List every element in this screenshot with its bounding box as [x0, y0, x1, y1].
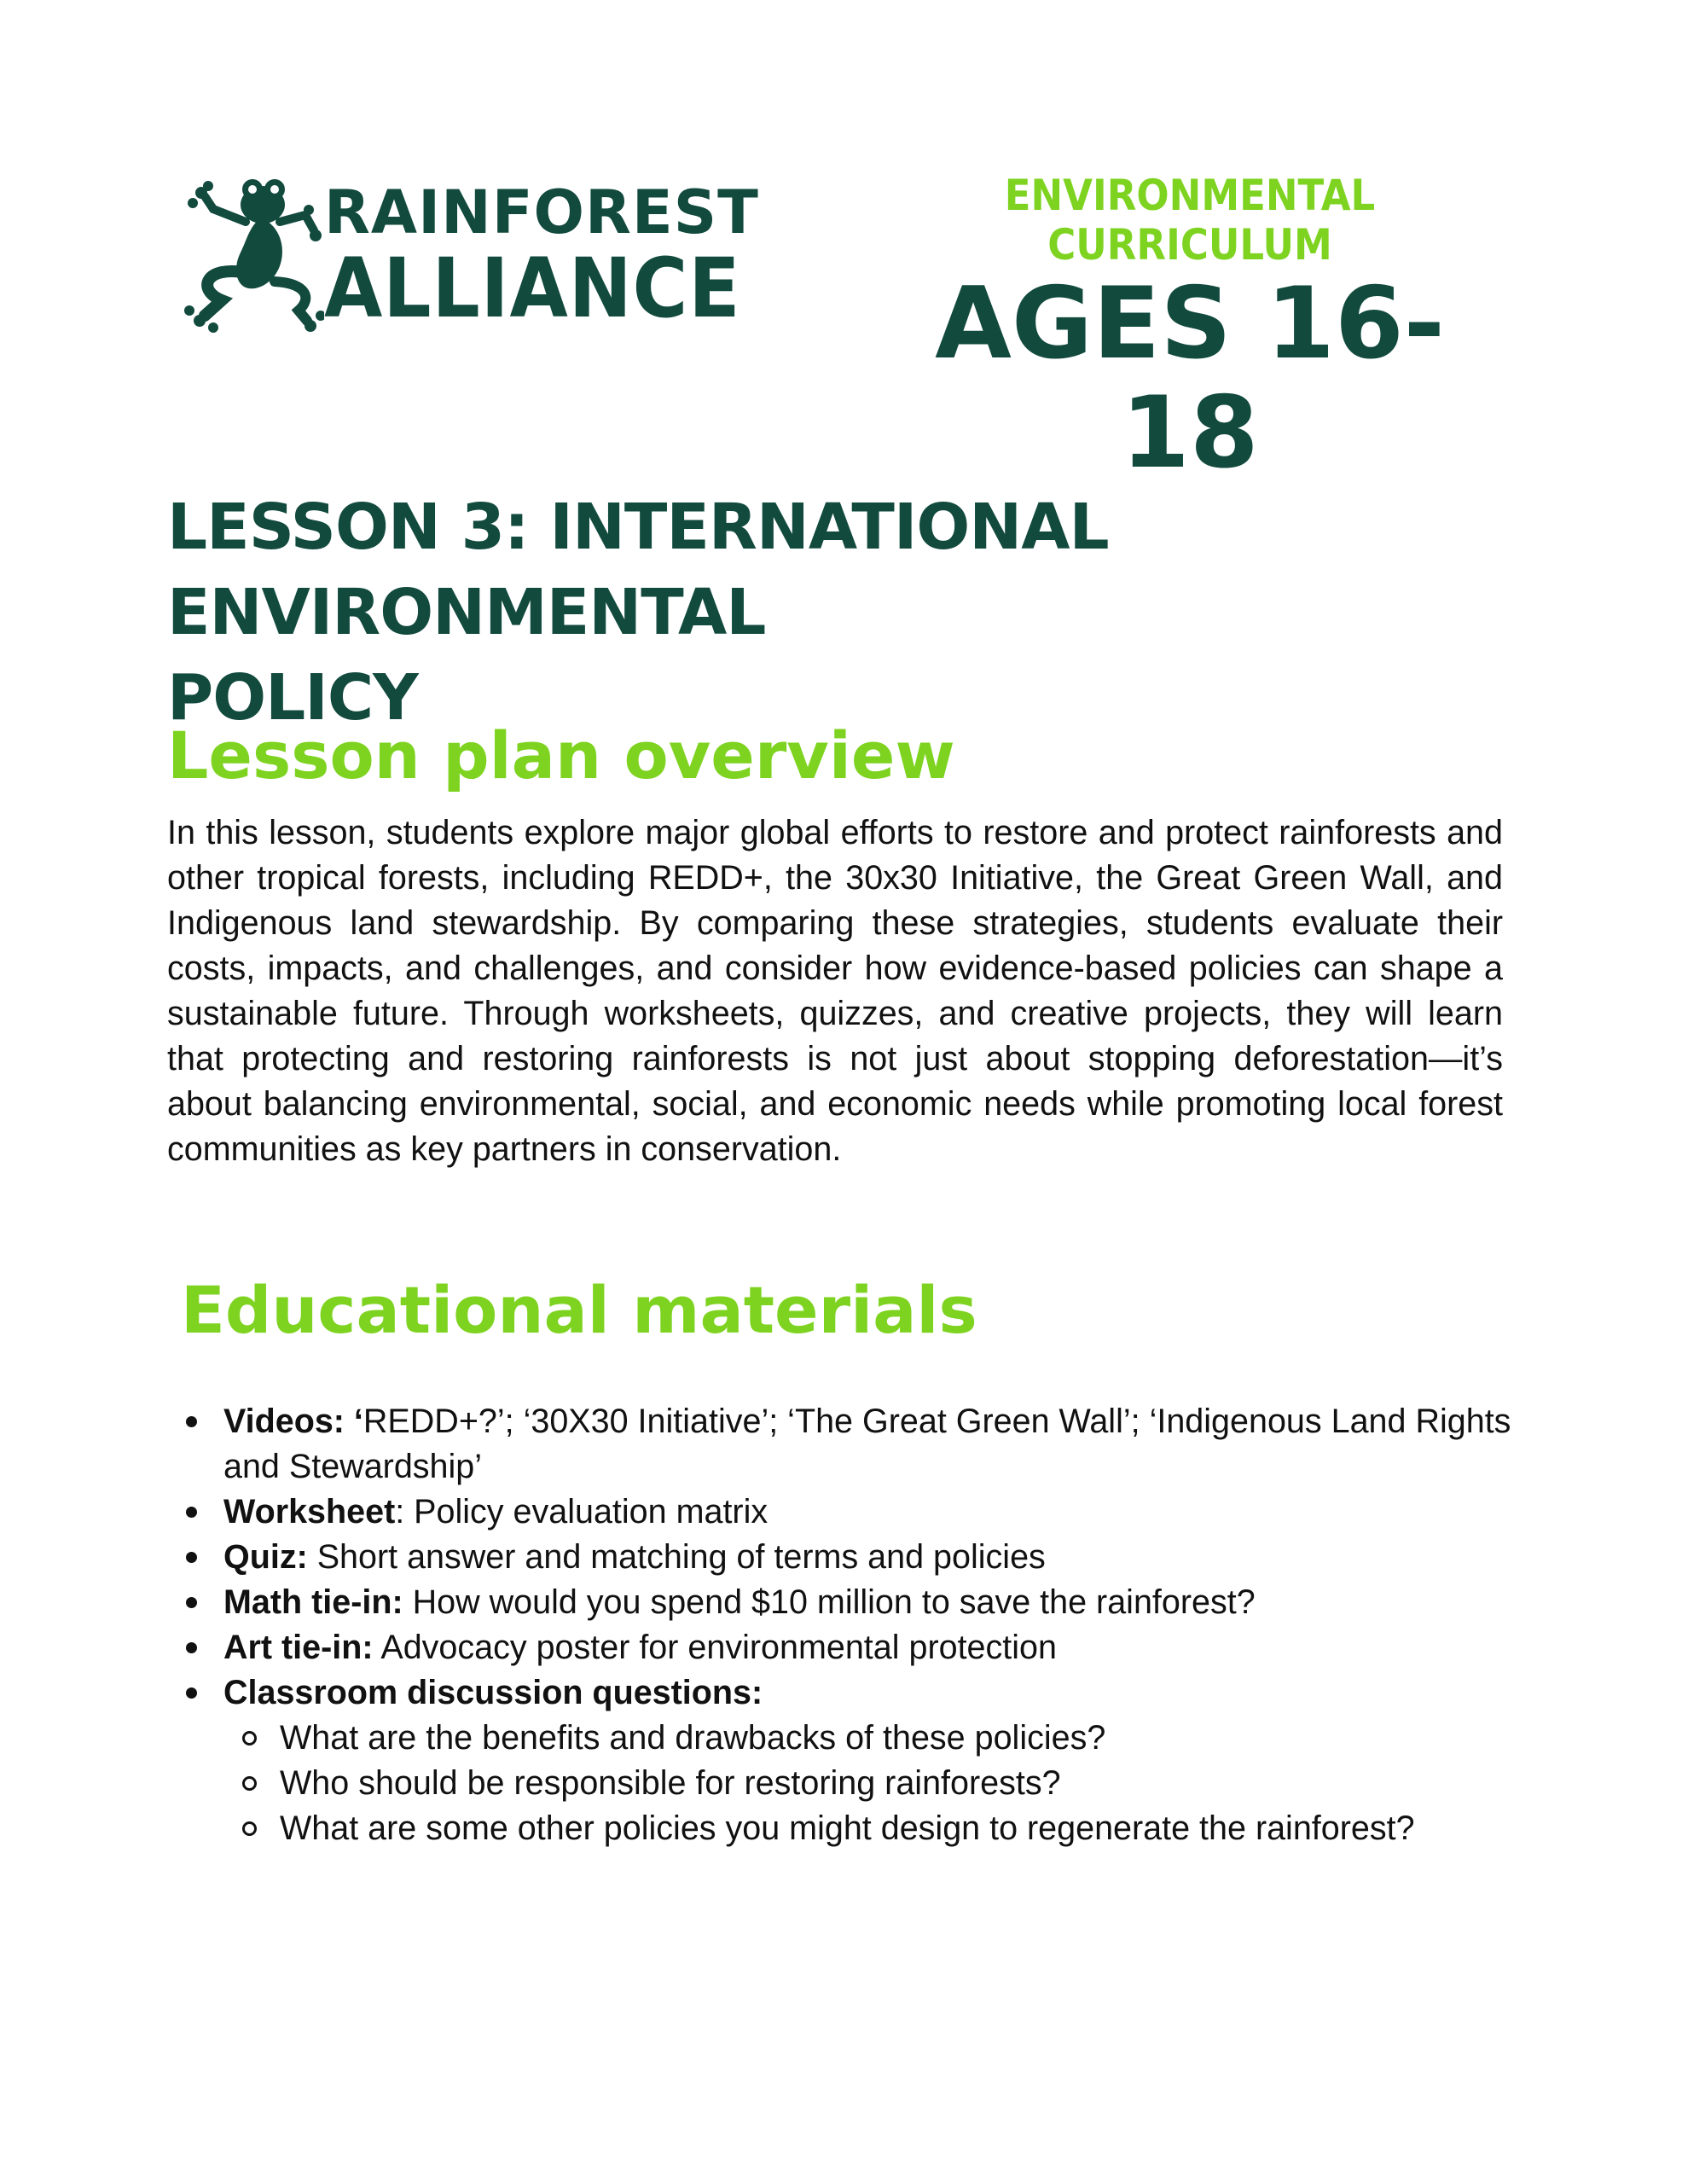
- item-text: : Policy evaluation matrix: [395, 1493, 768, 1531]
- logo-line-1: RAINFOREST: [324, 177, 759, 247]
- materials-list: [167, 1399, 1532, 1851]
- discussion-questions: [223, 1716, 1532, 1851]
- curriculum-label: ENVIRONMENTAL CURRICULUM: [1004, 171, 1376, 270]
- question-item: What are some other policies you might design to regenerate the rainforest?: [223, 1806, 1532, 1851]
- list-item-worksheet: [167, 1490, 1532, 1535]
- lesson-title-line-1: LESSON 3: INTERNATIONAL ENVIRONMENTAL: [167, 491, 1109, 649]
- item-label: Art tie-in:: [223, 1629, 374, 1666]
- list-item-discussion: [167, 1670, 1532, 1851]
- overview-heading: Lesson plan overview: [167, 717, 955, 793]
- item-label: Math tie-in:: [223, 1583, 403, 1621]
- item-label: Worksheet: [223, 1493, 396, 1531]
- logo-line-2: ALLIANCE: [324, 241, 741, 336]
- item-text: How would you spend $10 million to save the rainforest?: [403, 1583, 1256, 1621]
- lesson-title: [167, 485, 1532, 741]
- list-item-videos: [167, 1399, 1532, 1490]
- item-label: Videos: ‘: [223, 1403, 363, 1440]
- list-item-quiz: [167, 1535, 1532, 1580]
- logo-wordmark: [324, 177, 777, 336]
- item-label: Classroom discussion questions:: [223, 1674, 763, 1711]
- frog-icon: [179, 171, 324, 333]
- curriculum-badge: [870, 171, 1510, 491]
- question-item: What are the benefits and drawbacks of these policies?: [223, 1716, 1532, 1761]
- question-item: Who should be responsible for restoring rainforests?: [223, 1761, 1532, 1806]
- ages-label: AGES 16-18: [935, 266, 1445, 491]
- overview-paragraph: In this lesson, students explore major global efforts to restore and protect rainforests and other tropical forests, including REDD+, the 30x30 Initiative, the Great Green Wall, and Indigenous land stewardship. By comparing these strategies, students evaluate their costs, impacts, and challenges, and consider how evidence-based policies can shape a sustainable future. Through worksheets, quizzes, and creative projects, they will learn that protecting and restoring rainforests is not just about stopping deforestation—it’s about balancing environmental, social, and economic needs while promoting local forest communities as key partners in conservation.: [167, 814, 1503, 1168]
- list-item-art: [167, 1625, 1532, 1670]
- item-text: Advocacy poster for environmental protection: [373, 1629, 1057, 1666]
- item-label: Quiz:: [223, 1538, 308, 1576]
- materials-heading: Educational materials: [181, 1272, 977, 1348]
- item-text: REDD+?’; ‘30X30 Initiative’; ‘The Great Green Wall’; ‘Indigenous Land Rights and Stewardship’: [223, 1403, 1511, 1485]
- item-text: Short answer and matching of terms and policies: [307, 1538, 1046, 1576]
- list-item-math: [167, 1580, 1532, 1625]
- lesson-title-line-2: POLICY: [167, 661, 418, 735]
- rainforest-alliance-logo: [179, 171, 759, 336]
